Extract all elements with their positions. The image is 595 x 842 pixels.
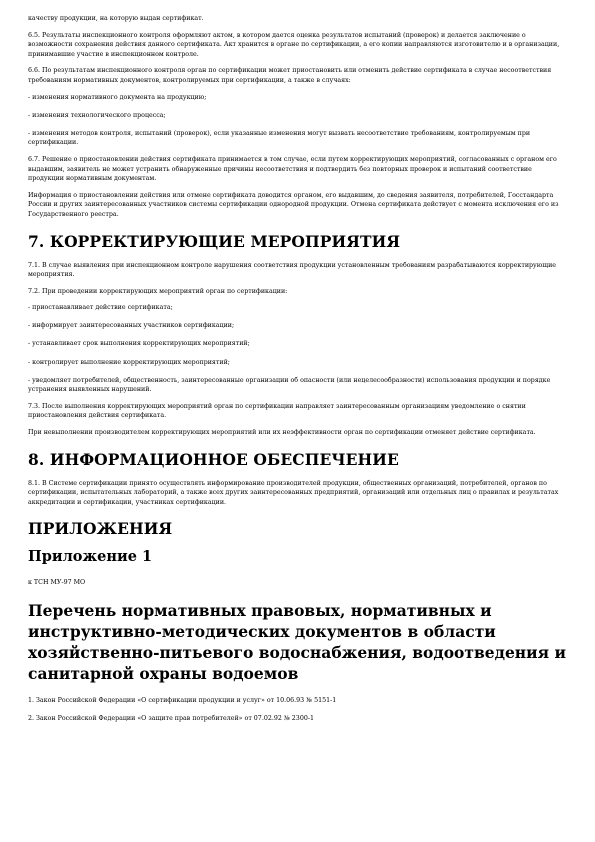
paragraph: 7.1. В случае выявления при инспекционном контроле нарушения соответствия продукции установленным требованиям разрабатываются корректирующие мероприятия. (28, 261, 557, 279)
list-item: - изменения методов контроля, испытаний (проверок), если указанные изменения могут вызвать несоответствие требованиям, контролируемым при сертификации. (28, 129, 531, 147)
paragraph: Информация о приостановлении действия или отмене сертификата доводится органом, его выдавшим, до сведения заявителя, потребителей, Госстандарта России и других заинтересованных участников системы сертификации однородной продукции. Отмена сертификата действует с момента исключения его из Государственного реестра. (28, 191, 559, 218)
paragraph: 7.2. При проведении корректирующих мероприятий орган по сертификации: (28, 287, 288, 295)
section-heading: 7. КОРРЕКТИРУЮЩИЕ МЕРОПРИЯТИЯ (28, 231, 401, 251)
list-item: 1. Закон Российской Федерации «О сертификации продукции и услуг» от 10.06.93 № 5151-1 (28, 697, 337, 704)
list-item: - изменения нормативного документа на продукцию; (28, 93, 207, 101)
paragraph: 6.6. По результатам инспекционного контроля орган по сертификации может приостановить или отменить действие сертификата в случае несоответствия требованиям нормативных документов, контролируемых при сертификации, а также в случаях: (28, 67, 552, 84)
paragraph: 8.1. В Системе сертификации принято осуществлять информирование производителей продукции, общественных организаций, потребителей, органов по сертификации, испытательных лабораторий, а также всех других заинтересованных предприятий, организаций или отдельных лиц о правилах и результатах аккредитации и сертификации, участниках сертификации. (28, 479, 559, 506)
appendix-subheading: Приложение 1 (28, 548, 153, 566)
paragraph: 7.3. После выполнения корректирующих мероприятий орган по сертификации направляет заинтересованным организациям уведомление о снятии приостановления действия сертификата. (28, 402, 526, 420)
paragraph: 6.7. Решение о приостановлении действия сертификата принимается в том случае, если путем корректирующих мероприятий, согласованных с органом его выдавшим, заявитель не может устранить обнаруженные причины несоответствия и подтвердить без повторных проверок и испытаний соответствие продукции нормативным документам. (28, 155, 557, 183)
section-heading: 8. ИНФОРМАЦИОННОЕ ОБЕСПЕЧЕНИЕ (28, 449, 399, 469)
appendix-title: Перечень нормативных правовых, нормативных и инструктивно-методических документов в области хозяйственно-питьевого водоснабжения, водоотведения и санитарной охраны водоемов (28, 601, 566, 683)
appendix-heading: ПРИЛОЖЕНИЯ (28, 519, 173, 539)
list-item: - уведомляет потребителей, общественность, заинтересованные организации об опасности (или нецелесообразности) использования продукции и порядке устранения выявленных нарушений. (28, 376, 551, 394)
paragraph: 6.5. Результаты инспекционного контроля оформляют актом, в котором дается оценка результатов испытаний (проверок) и делается заключение о возможности сохранения действия данного сертификата. Акт хранится в органе по сертификации, а его копии направляются изготовителю и в организации, принимавшие участие в инспекционном контроле. (28, 31, 560, 58)
list-item: - контролирует выполнение корректирующих мероприятий; (28, 358, 230, 366)
paragraph: качеству продукции, на которую выдан сертификат. (28, 15, 204, 22)
list-item: - устанавливает срок выполнения корректирующих мероприятий; (28, 340, 250, 348)
list-item: - приостанавливает действие сертификата; (28, 304, 173, 312)
list-item: - информирует заинтересованных участников сертификации; (28, 322, 235, 330)
appendix-reference: к ТСН МУ-97 МО (28, 579, 86, 587)
list-item: 2. Закон Российской Федерации «О защите прав потребителей» от 07.02.92 № 2300-1 (28, 715, 314, 723)
paragraph: При невыполнении производителем корректирующих мероприятий или их неэффективности орган по сертификации отменяет действие сертификата. (28, 429, 536, 437)
list-item: - изменения технологического процесса; (28, 111, 166, 119)
